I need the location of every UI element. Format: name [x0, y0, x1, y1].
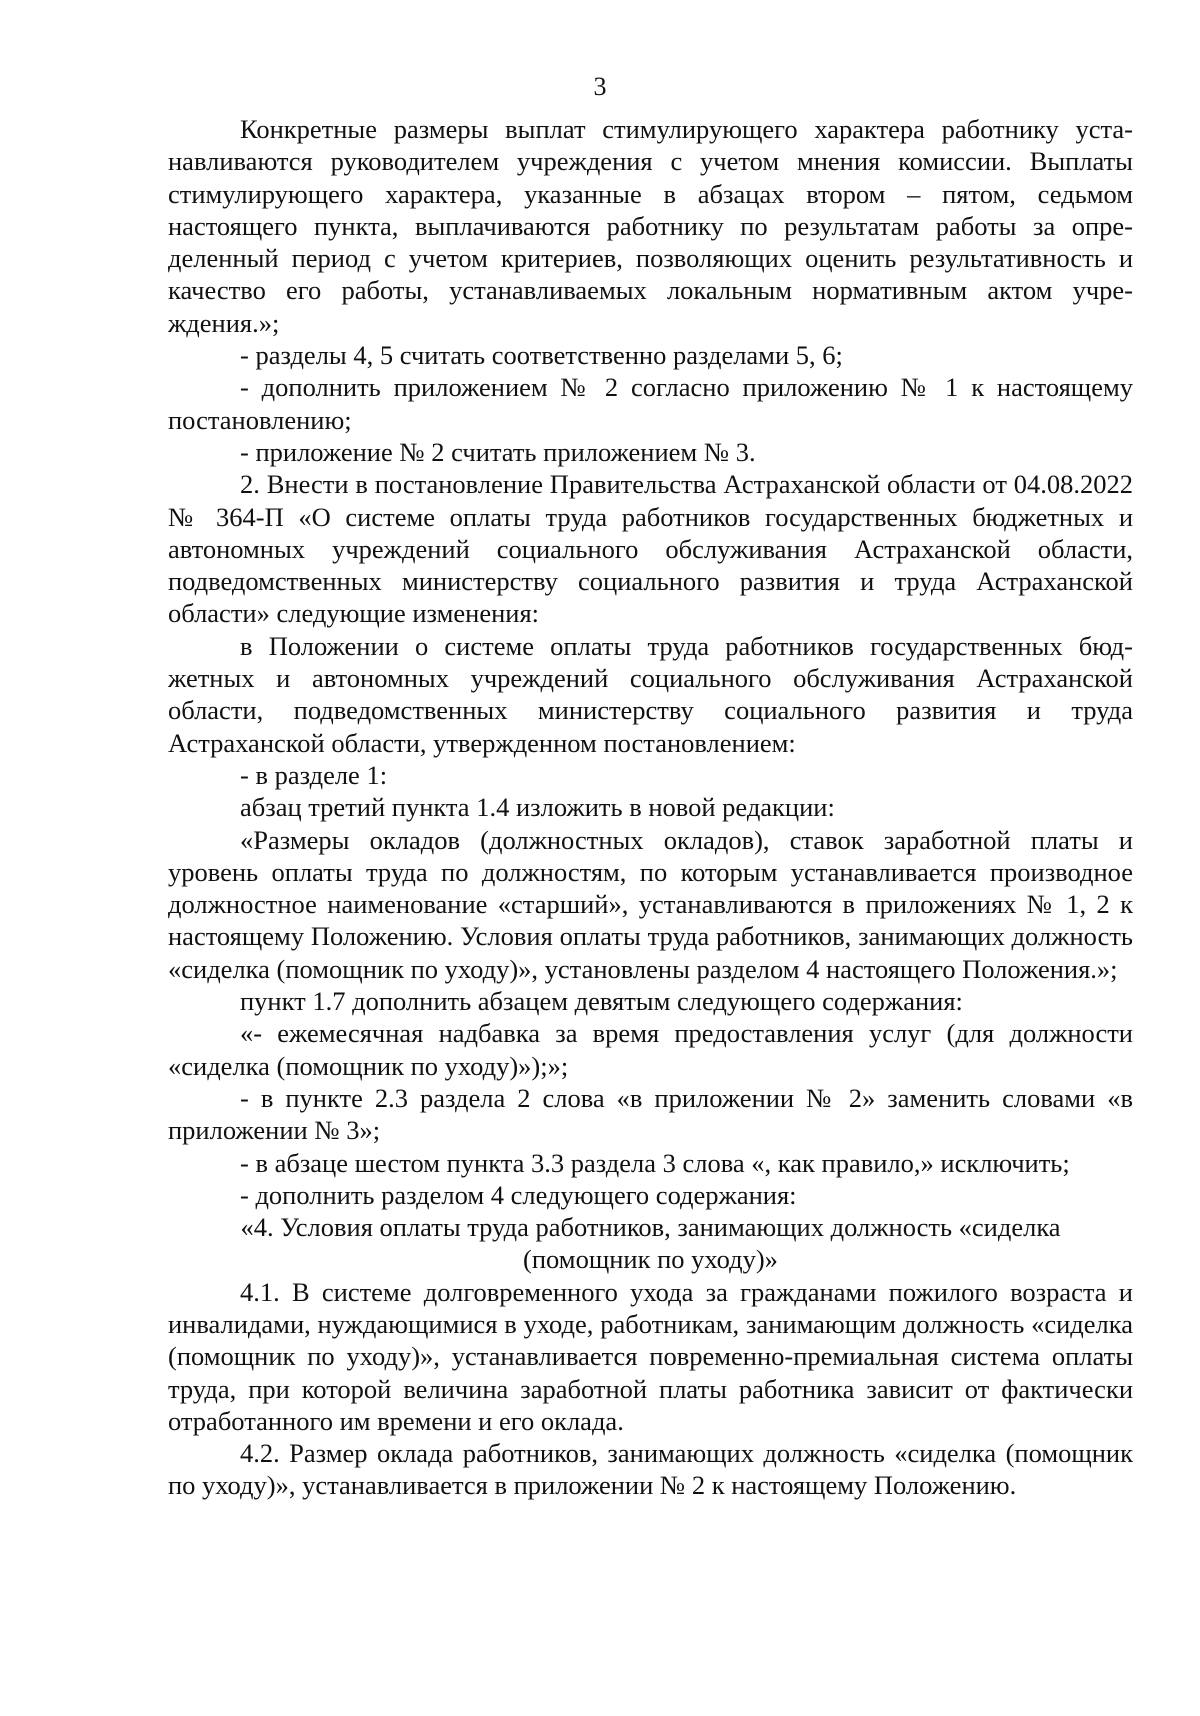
- paragraph-add-section-4: - дополнить разделом 4 следующего содержания:: [240, 1179, 797, 1210]
- paragraph-salary-sizes-quote: «Размеры окладов (должностных окладов), ставок заработной платы и уровень оплаты труда по должностям, по которым устанавливается производное должностное наименование «старший», устанавливаются в приложениях № 1, 2 к настоящему Положению. Условия оплаты труда работников, занимающих должность «сиделка (помощник по уходу)», установлены разделом 4 настоящего Положения.»;: [168, 824, 1133, 984]
- paragraph-add-appendix-2: - дополнить приложением № 2 согласно приложению № 1 к настоящему постановлению;: [168, 372, 1133, 435]
- document-body: [168, 113, 1133, 1502]
- section-4-heading: «4. Условия оплаты труда работников, занимающих должность «сиделка (помощник по уходу)»: [240, 1212, 1061, 1275]
- paragraph-section-1: - в разделе 1:: [240, 759, 388, 790]
- paragraph-monthly-allowance-quote: «- ежемесячная надбавка за время предоставления услуг (для должности «сиделка (помощник по уходу)»);»;: [168, 1018, 1133, 1081]
- paragraph-clause-4-1: 4.1. В системе долговременного ухода за гражданами пожилого возраста и инвалидами, нуждающимися в уходе, работникам, занимающим должность «сиделка (помощник по уходу)», устанавливается повременно-премиальная система оплаты труда, при которой величина заработной платы работника зависит от фактически отработанного им времени и его оклада.: [168, 1276, 1133, 1436]
- paragraph-clause-4-2: 4.2. Размер оклада работников, занимающих должность «сиделка (помощник по уходу)», устанавливается в приложении № 2 к настоящему Положению.: [168, 1438, 1133, 1501]
- paragraph-incentive-payments: Конкретные размеры выплат стимулирующего характера работнику устанавливаются руководителем учреждения с учетом мнения комиссии. Выплаты стимулирующего характера, указанные в абзацах втором – пятом, седьмом настоящего пункта, выплачиваются работнику по результатам работы за определенный период с учетом критериев, позволяющих оценить результативность и качество его работы, устанавливаемых локальным нормативным актом учреждения.»;: [168, 114, 1133, 338]
- paragraph-renumber-sections: - разделы 4, 5 считать соответственно разделами 5, 6;: [240, 340, 843, 371]
- paragraph-clause-3-3: - в абзаце шестом пункта 3.3 раздела 3 слова «, как правило,» исключить;: [240, 1147, 1070, 1178]
- paragraph-clause-1-4: абзац третий пункта 1.4 изложить в новой редакции:: [240, 792, 835, 823]
- paragraph-item-2-amendments: 2. Внести в постановление Правительства Астраханской области от 04.08.2022 № 364-П «О системе оплаты труда работников государственных бюджетных и автономных учреждений социального обслуживания Астраханской области, подведомственных министерству социального развития и труда Астраханской области» следующие изменения:: [168, 469, 1133, 629]
- page-number: 3: [593, 72, 607, 101]
- paragraph-clause-1-7: пункт 1.7 дополнить абзацем девятым следующего содержания:: [240, 986, 963, 1017]
- paragraph-clause-2-3: - в пункте 2.3 раздела 2 слова «в приложении № 2» заменить словами «в приложении № 3»;: [168, 1082, 1133, 1146]
- paragraph-regulation-reference: в Положении о системе оплаты труда работников государственных бюджетных и автономных учреждений социального обслуживания Астраханской области, подведомственных министерству социального развития и труда Астраханской области, утвержденном постановлением:: [168, 630, 1133, 758]
- paragraph-renumber-appendix: - приложение № 2 считать приложением № 3.: [240, 436, 756, 467]
